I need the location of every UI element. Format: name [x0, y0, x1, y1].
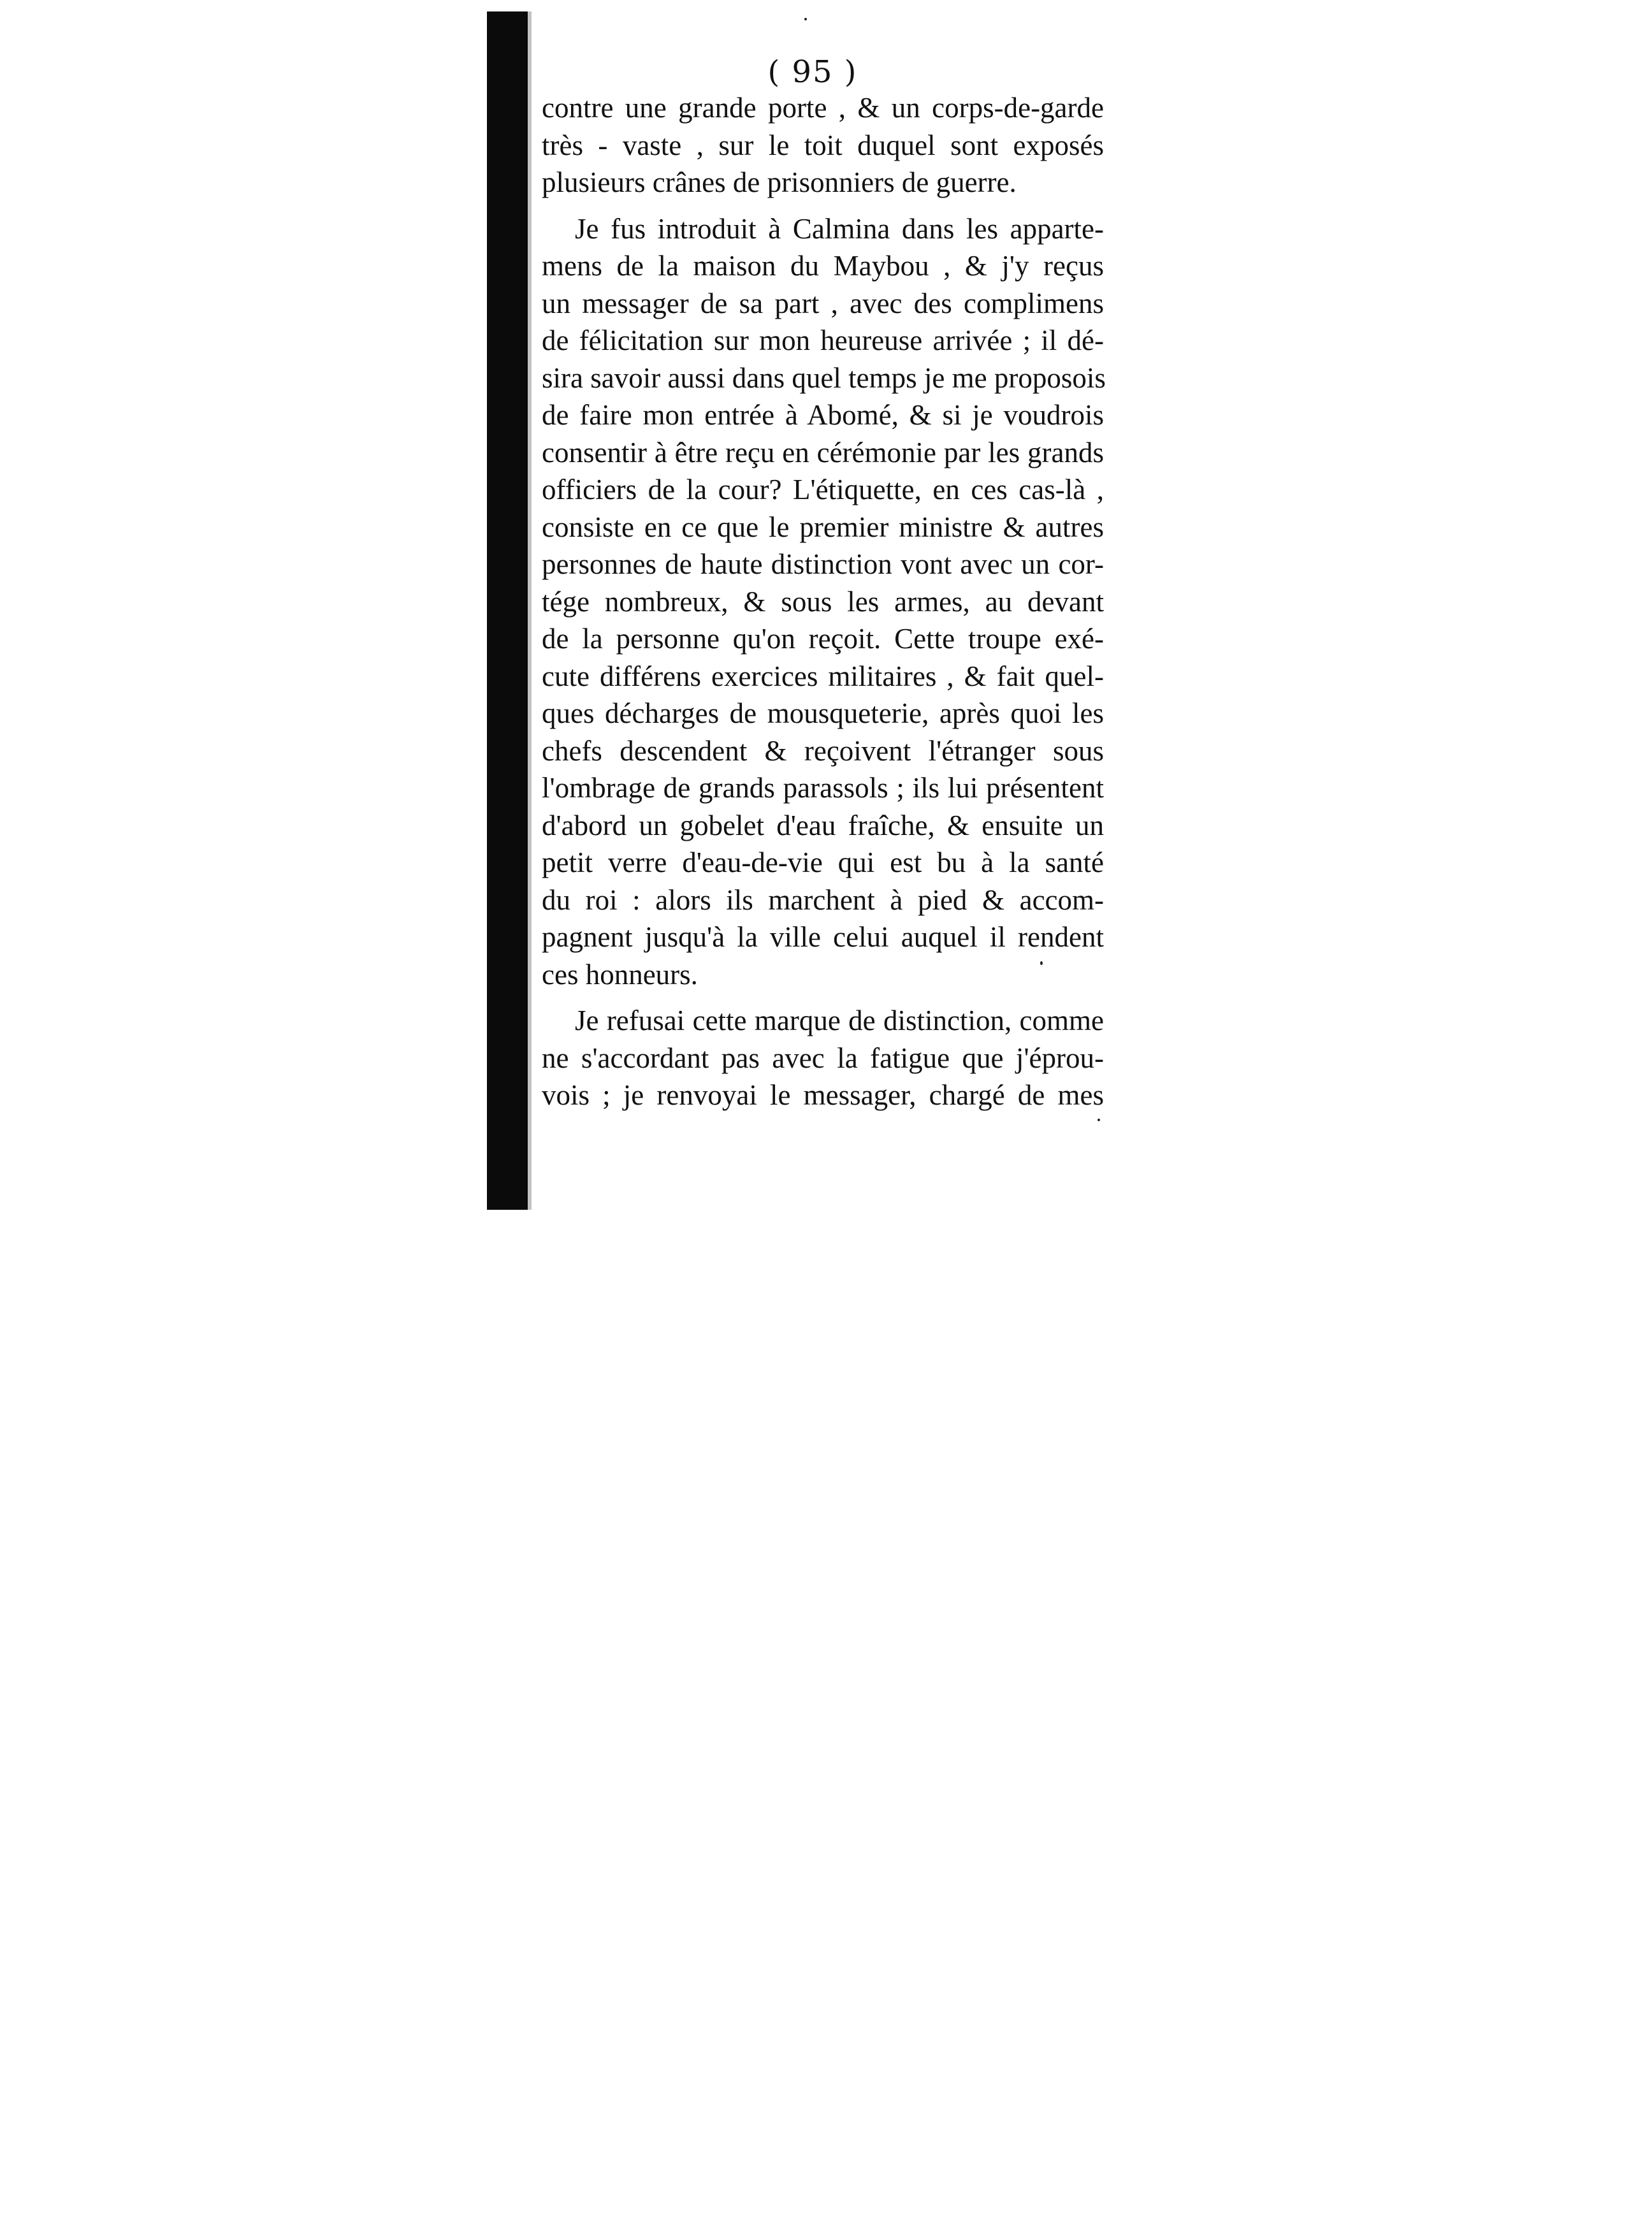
text-line: de félicitation sur mon heureuse arrivée ; il dé-	[542, 324, 1104, 356]
text-line: d'abord un gobelet d'eau fraîche, & ensuite un	[542, 809, 1104, 841]
text-line: ces honneurs.	[542, 958, 698, 991]
text-line: cute différens exercices militaires , & fait quel-	[542, 660, 1104, 692]
text-line: chefs descendent & reçoivent l'étranger sous	[542, 734, 1104, 767]
text-line: petit verre d'eau-de-vie qui est bu à la santé	[542, 846, 1104, 878]
body-text	[542, 89, 1104, 1114]
text-line: Je refusai cette marque de distinction, comme	[575, 1005, 1104, 1036]
paragraph-3	[542, 1002, 1104, 1114]
text-line: tége nombreux, & sous les armes, au devant	[542, 585, 1104, 618]
text-line: très - vaste , sur le toit duquel sont exposés	[542, 129, 1104, 161]
text-line: de faire mon entrée à Abomé, & si je voudrois	[542, 399, 1104, 431]
scan-speck	[1098, 1119, 1100, 1121]
text-line: du roi : alors ils marchent à pied & accom-	[542, 883, 1104, 916]
text-line: pagnent jusqu'à la ville celui auquel il rendent	[542, 921, 1104, 953]
paragraph-2	[542, 210, 1104, 994]
binding-shadow-top	[487, 11, 492, 126]
text-line: sira savoir aussi dans quel temps je me proposois	[542, 361, 1106, 394]
text-line: de la personne qu'on reçoit. Cette troupe exé-	[542, 623, 1104, 655]
text-line: ne s'accordant pas avec la fatigue que j'éprou-	[542, 1042, 1104, 1074]
text-line: l'ombrage de grands parassols ; ils lui présentent	[542, 772, 1104, 804]
text-line: vois ; je renvoyai le messager, chargé de mes	[542, 1079, 1104, 1111]
text-line: un messager de sa part , avec des complimens	[542, 287, 1104, 319]
binding-shadow	[487, 11, 528, 1210]
scan-speck	[804, 18, 807, 20]
text-line: plusieurs crânes de prisonniers de guerre.	[542, 166, 1017, 198]
text-line: personnes de haute distinction vont avec un cor-	[542, 548, 1104, 580]
scan-speck	[1040, 961, 1043, 965]
paragraph-1	[542, 89, 1104, 201]
binding-shadow-edge	[528, 11, 532, 1210]
text-line: officiers de la cour? L'étiquette, en ces cas-là ,	[542, 474, 1104, 505]
page-number: ( 95 )	[767, 54, 858, 90]
text-line: consiste en ce que le premier ministre & autres	[542, 511, 1104, 543]
text-line: consentir à être reçu en cérémonie par les grands	[542, 436, 1104, 468]
text-line: mens de la maison du Maybou , & j'y reçus	[542, 250, 1104, 282]
text-line: ques décharges de mousqueterie, après quoi les	[542, 697, 1104, 729]
text-line: contre une grande porte , & un corps-de-garde	[542, 92, 1104, 124]
text-line: Je fus introduit à Calmina dans les apparte-	[575, 212, 1104, 245]
